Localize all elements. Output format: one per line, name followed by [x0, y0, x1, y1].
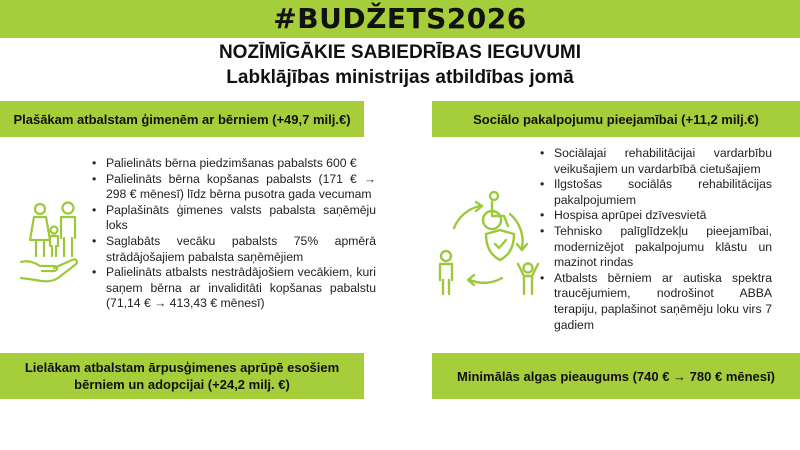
list-item: • Paplašināts ģimenes valsts pabalsta saņēmēju loks — [92, 203, 376, 234]
list-item: • Palielināts bērna kopšanas pabalsts (171 € → 298 € mēnesī) līdz bērna pusotra gada vecumam — [92, 172, 376, 203]
list-item: • Palielināts bērna piedzimšanas pabalsts 600 € — [92, 156, 376, 172]
list-item: • Atbalsts bērniem ar autiska spektra traucējumiem, nodrošinot ABBA terapiju, paplašinot saņēmēju loku virs 7 gadiem — [540, 271, 772, 333]
foster-care-banner-text: Lielākam atbalstam ārpusģimenes aprūpē esošiem bērniem un adopcijai (+24,2 milj. €) — [24, 360, 340, 392]
list-item: • Sociālajai rehabilitācijai vardarbību veikušajiem un vardarbībā cietušajiem — [540, 146, 772, 177]
hashtag-banner: #BUDŽETS2026 — [0, 0, 800, 38]
family-support-heading-text: Plašākam atbalstam ģimenēm ar bērniem (+49,7 milj.€) — [13, 111, 351, 127]
minimum-wage-banner-text: Minimālās algas pieaugums (740 € → 780 € mēnesī) — [457, 368, 775, 384]
social-services-heading-text: Sociālo pakalpojumu pieejamībai (+11,2 milj.€) — [473, 111, 759, 127]
list-item: • Saglabāts vecāku pabalsts 75% apmērā strādājošajiem pabalsta saņēmējiem — [92, 234, 376, 265]
family-support-list — [92, 156, 376, 312]
list-item: • Palielināts atbalsts nestrādājošiem vecākiem, kuri saņem bērna ar invaliditāti kopšanas pabalstu (71,14 € → 413,43 € mēnesī) — [92, 265, 376, 312]
minimum-wage-banner — [432, 353, 800, 399]
foster-care-banner — [0, 353, 364, 399]
list-item: • Ilgstošas sociālās rehabilitācijas pakalpojumiem — [540, 177, 772, 208]
family-in-hand-icon — [18, 200, 86, 286]
list-item: • Tehnisko palīglīdzekļu pieejamībai, modernizējot pakalpojumu klāstu un mazinot rindas — [540, 224, 772, 271]
list-item: • Hospisa aprūpei dzīvesvietā — [540, 208, 772, 224]
page-title: NOZĪMĪGĀKIE SABIEDRĪBAS IEGUVUMI — [218, 42, 582, 63]
social-services-cycle-icon — [432, 190, 540, 300]
social-services-heading — [432, 101, 800, 137]
family-support-heading — [0, 101, 364, 137]
page-subtitle: Labklājības ministrijas atbildības jomā — [226, 67, 574, 88]
social-services-list — [540, 146, 772, 333]
